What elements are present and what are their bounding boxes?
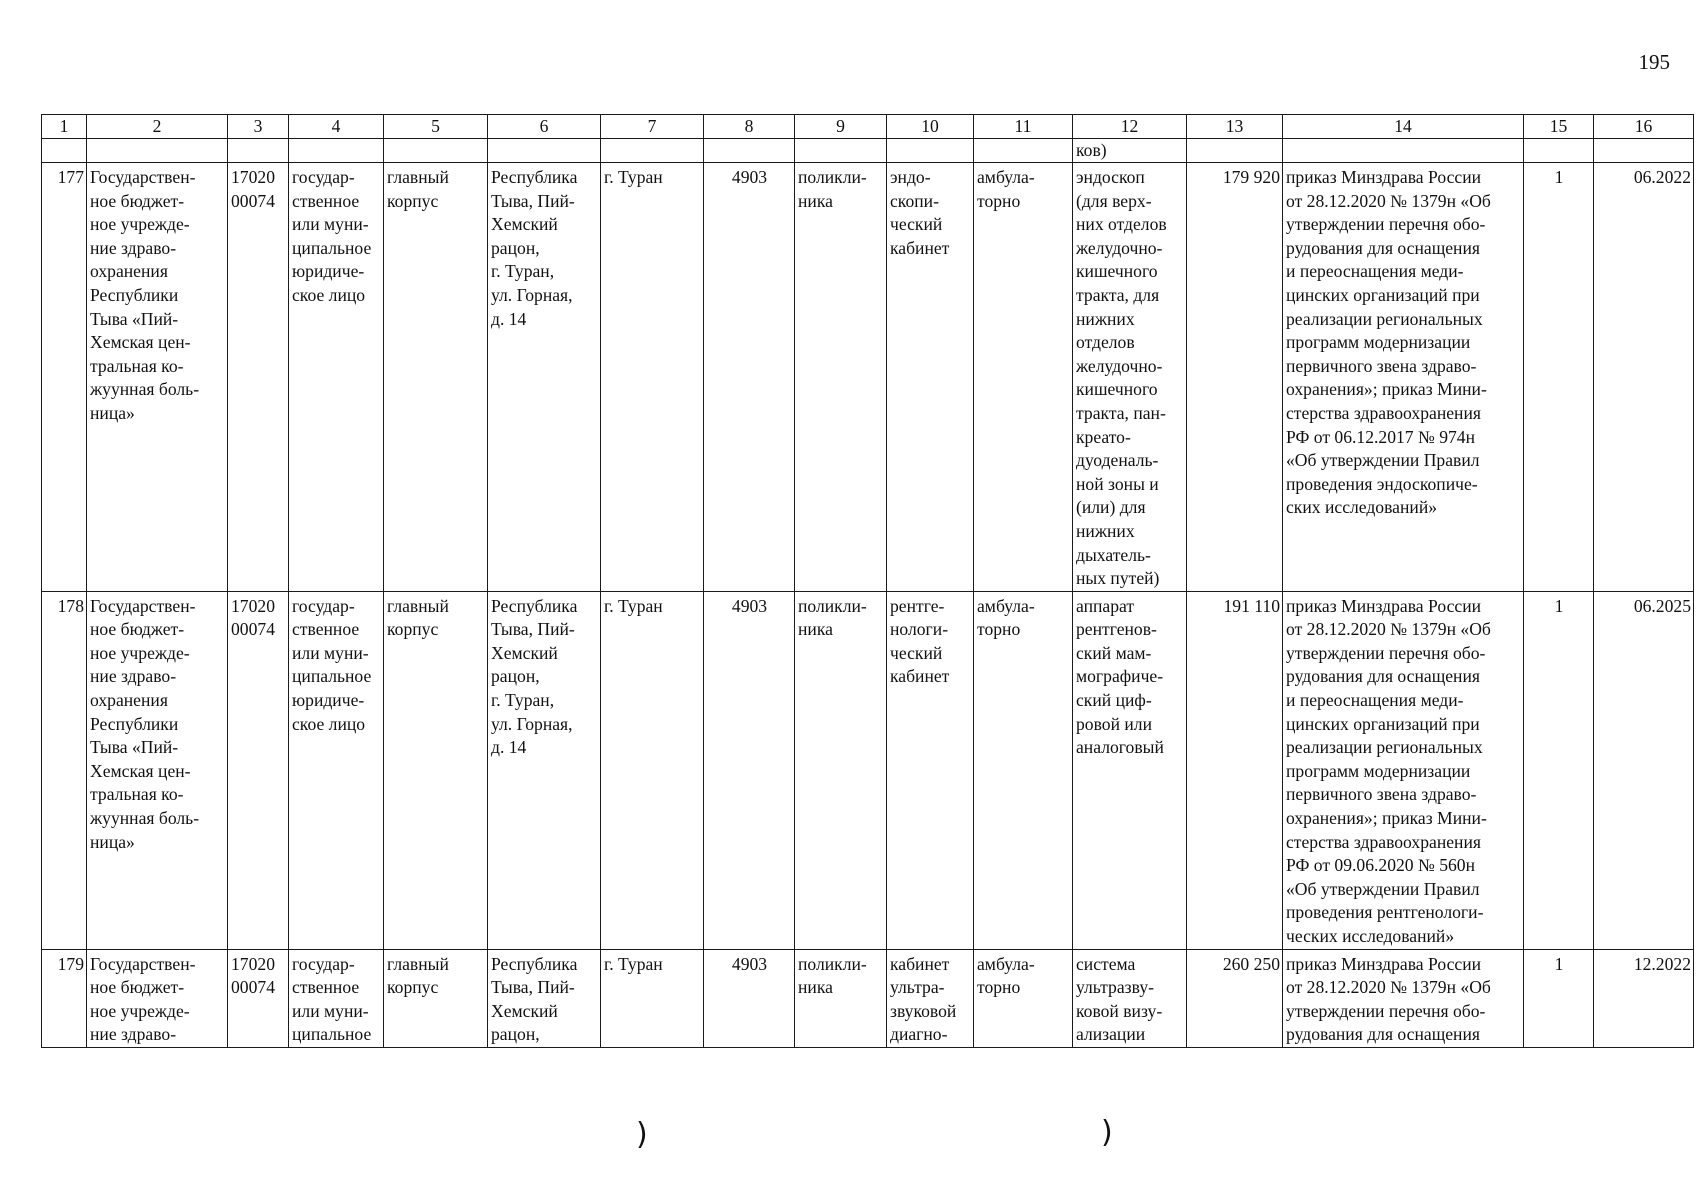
unit-type: поликли- ника <box>795 949 887 1047</box>
organization-code: 17020 00074 <box>228 949 289 1047</box>
equipment-code: 179 920 <box>1187 163 1283 592</box>
building: главный корпус <box>384 163 488 592</box>
organization-name: Государствен- ное бюджет- ное учрежде- ние здраво- <box>87 949 228 1047</box>
quantity: 1 <box>1524 163 1594 592</box>
equipment-table <box>41 114 1694 1048</box>
column-number: 14 <box>1283 115 1524 139</box>
address: Республика Тыва, Пий- Хемский рацон, г. Туран, ул. Горная, д. 14 <box>488 591 601 949</box>
column-number: 3 <box>228 115 289 139</box>
population: 4903 <box>704 949 795 1047</box>
address: Республика Тыва, Пий- Хемский рацон, г. Туран, ул. Горная, д. 14 <box>488 163 601 592</box>
legal-form: государ- ственное или муни- ципальное <box>289 949 384 1047</box>
row-number: 177 <box>42 163 87 592</box>
column-number: 13 <box>1187 115 1283 139</box>
date: 06.2022 <box>1594 163 1694 592</box>
settlement: г. Туран <box>601 591 704 949</box>
column-number: 15 <box>1524 115 1594 139</box>
quantity: 1 <box>1524 949 1594 1047</box>
page-number: 195 <box>1638 50 1670 74</box>
legal-basis: приказ Минздрава России от 28.12.2020 № 1379н «Об утверждении перечня обо- рудования для оснащения <box>1283 949 1524 1047</box>
department: эндо- скопи- ческий кабинет <box>887 163 974 592</box>
column-number: 9 <box>795 115 887 139</box>
column-number: 5 <box>384 115 488 139</box>
margin-mark-left: ) <box>636 1117 648 1152</box>
equipment: система ультразву- ковой визу- ализации <box>1073 949 1187 1047</box>
legal-basis: приказ Минздрава России от 28.12.2020 № 1379н «Об утверждении перечня обо- рудования для оснащения и переоснащения меди- цинских организаций при реализации региональных программ модернизации первичного звена здраво- охранения»; приказ Мини- стерства здравоохранения РФ от 06.12.2017 № 974н «Об утверждении Правил проведения эндоскопиче- ских исследований» <box>1283 163 1524 592</box>
table-row <box>42 591 1694 949</box>
organization-name: Государствен- ное бюджет- ное учрежде- ние здраво- охранения Республики Тыва «Пий- Хемская цен- тральная ко- жуунная боль- ница» <box>87 591 228 949</box>
column-number: 11 <box>974 115 1073 139</box>
care-conditions: амбула- торно <box>974 591 1073 949</box>
equipment: эндоскоп (для верх- них отделов желудочно- кишечного тракта, для нижних отделов желудочно- кишечного тракта, пан- креато- дуоденаль- ной зоны и (или) для нижних дыхатель- ных путей) <box>1073 163 1187 592</box>
column-number: 8 <box>704 115 795 139</box>
settlement: г. Туран <box>601 163 704 592</box>
equipment: аппарат рентгенов- ский мам- мографиче- ский циф- ровой или аналоговый <box>1073 591 1187 949</box>
legal-form: государ- ственное или муни- ципальное юридиче- ское лицо <box>289 163 384 592</box>
organization-code: 17020 00074 <box>228 163 289 592</box>
carry-over-row <box>42 139 1694 163</box>
unit-type: поликли- ника <box>795 163 887 592</box>
date: 12.2022 <box>1594 949 1694 1047</box>
row-number: 179 <box>42 949 87 1047</box>
care-conditions: амбула- торно <box>974 163 1073 592</box>
department: рентге- нологи- ческий кабинет <box>887 591 974 949</box>
equipment-code: 191 110 <box>1187 591 1283 949</box>
address: Республика Тыва, Пий- Хемский рацон, <box>488 949 601 1047</box>
care-conditions: амбула- торно <box>974 949 1073 1047</box>
row-number: 178 <box>42 591 87 949</box>
carry-over-equipment: ков) <box>1073 139 1187 163</box>
unit-type: поликли- ника <box>795 591 887 949</box>
legal-form: государ- ственное или муни- ципальное юридиче- ское лицо <box>289 591 384 949</box>
equipment-code: 260 250 <box>1187 949 1283 1047</box>
department: кабинет ультра- звуковой диагно- <box>887 949 974 1047</box>
building: главный корпус <box>384 949 488 1047</box>
column-number: 7 <box>601 115 704 139</box>
organization-code: 17020 00074 <box>228 591 289 949</box>
column-number: 2 <box>87 115 228 139</box>
column-number: 12 <box>1073 115 1187 139</box>
quantity: 1 <box>1524 591 1594 949</box>
population: 4903 <box>704 163 795 592</box>
column-number: 16 <box>1594 115 1694 139</box>
settlement: г. Туран <box>601 949 704 1047</box>
date: 06.2025 <box>1594 591 1694 949</box>
legal-basis: приказ Минздрава России от 28.12.2020 № 1379н «Об утверждении перечня обо- рудования для оснащения и переоснащения меди- цинских организаций при реализации региональных программ модернизации первичного звена здраво- охранения»; приказ Мини- стерства здравоохранения РФ от 09.06.2020 № 560н «Об утверждении Правил проведения рентгенологи- ческих исследований» <box>1283 591 1524 949</box>
organization-name: Государствен- ное бюджет- ное учрежде- ние здраво- охранения Республики Тыва «Пий- Хемская цен- тральная ко- жуунная боль- ница» <box>87 163 228 592</box>
column-number-row <box>42 115 1694 139</box>
column-number: 10 <box>887 115 974 139</box>
column-number: 4 <box>289 115 384 139</box>
margin-mark-right: ) <box>1101 1115 1113 1150</box>
column-number: 6 <box>488 115 601 139</box>
table-row <box>42 163 1694 592</box>
population: 4903 <box>704 591 795 949</box>
column-number: 1 <box>42 115 87 139</box>
table-row <box>42 949 1694 1047</box>
building: главный корпус <box>384 591 488 949</box>
